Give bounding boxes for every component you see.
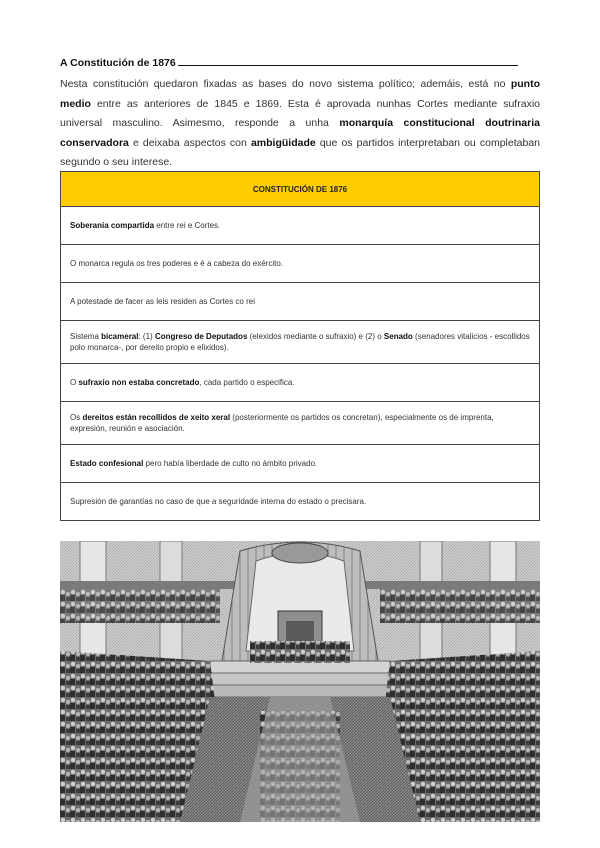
cell-bold: dereitos están recollidos de xeito xeral — [82, 413, 231, 422]
title-underline-rule — [178, 57, 518, 66]
intro-paragraph — [60, 75, 540, 173]
table-cell — [61, 364, 540, 402]
table-row — [61, 402, 540, 445]
intro-bold-3: ambigüidade — [250, 136, 316, 149]
cell-text: , cada partido o especifica. — [199, 378, 295, 387]
table-header: CONSTITUCIÓN DE 1876 — [61, 172, 540, 207]
engraving-illustration — [60, 541, 540, 822]
table-cell — [61, 321, 540, 364]
cell-text: Os — [70, 413, 83, 422]
cell-text: entre rei e Cortes. — [154, 221, 221, 230]
constitution-table — [60, 171, 540, 521]
cell-text: (elexidos mediante o sufraxio) e (2) o — [247, 332, 384, 341]
cell-text: O — [70, 378, 79, 387]
cell-bold: bicameral — [101, 332, 139, 341]
intro-text-4: que os partidos interpretaban ou completaban segundo o seu interese. — [60, 136, 540, 169]
table-row — [61, 207, 540, 245]
intro-bold-2: monarquía constitucional doutrinaria conservadora — [60, 117, 540, 149]
intro-text-1: Nesta constitución quedaron fixadas as bases do novo sistema político; ademáis, está no — [60, 78, 511, 90]
table-cell — [61, 445, 540, 483]
intro-text-2: entre as anteriores de 1845 e 1869. Esta é aprovada nunhas Cortes mediante sufraxio universal masculino. Asimesmo, responde a unha — [60, 97, 540, 130]
cell-bold: sufraxio non estaba concretado — [78, 378, 200, 387]
table-cell — [61, 245, 540, 283]
intro-bold-1: punto medio — [60, 78, 540, 110]
table-cell — [61, 207, 540, 245]
cell-text: (senadores vitalicios - escollidos polo monarca-, por dereito propio e elixidos). — [70, 332, 530, 352]
intro-text-3: e deixaba aspectos con — [128, 136, 251, 149]
cell-text: Supresión de garantías no caso de que a seguridade interna do estado o precisara. — [70, 497, 367, 506]
table-cell — [61, 483, 540, 521]
table-cell — [61, 402, 540, 445]
table-row — [61, 364, 540, 402]
cell-text: Sistema — [70, 332, 102, 341]
table-row — [61, 245, 540, 283]
cell-text: pero había liberdade de culto no ámbito privado. — [143, 459, 318, 468]
cell-bold: Congreso de Deputados — [154, 332, 248, 341]
cell-bold: Estado confesional — [70, 459, 144, 468]
cell-text: O monarca regula os tres poderes e é a cabeza do exército. — [70, 259, 284, 268]
table-header-row — [61, 172, 540, 207]
cortes-engraving-image — [60, 541, 540, 822]
document-title — [60, 57, 540, 69]
title-text: A Constitución de 1876 — [60, 57, 176, 69]
cell-bold: Soberanía compartida — [70, 221, 155, 230]
table-row — [61, 321, 540, 364]
cell-text: A potestade de facer as leis residen as Cortes co rei — [70, 297, 255, 306]
table-row — [61, 283, 540, 321]
table-row — [61, 445, 540, 483]
cell-text: : (1) — [138, 332, 155, 341]
table-cell — [61, 283, 540, 321]
cell-text: (posteriormente os partidos os concretan), especialmente os de imprenta, expresión, reunión e asociación. — [70, 413, 494, 433]
table-row — [61, 483, 540, 521]
cell-bold: Senado — [383, 332, 413, 341]
